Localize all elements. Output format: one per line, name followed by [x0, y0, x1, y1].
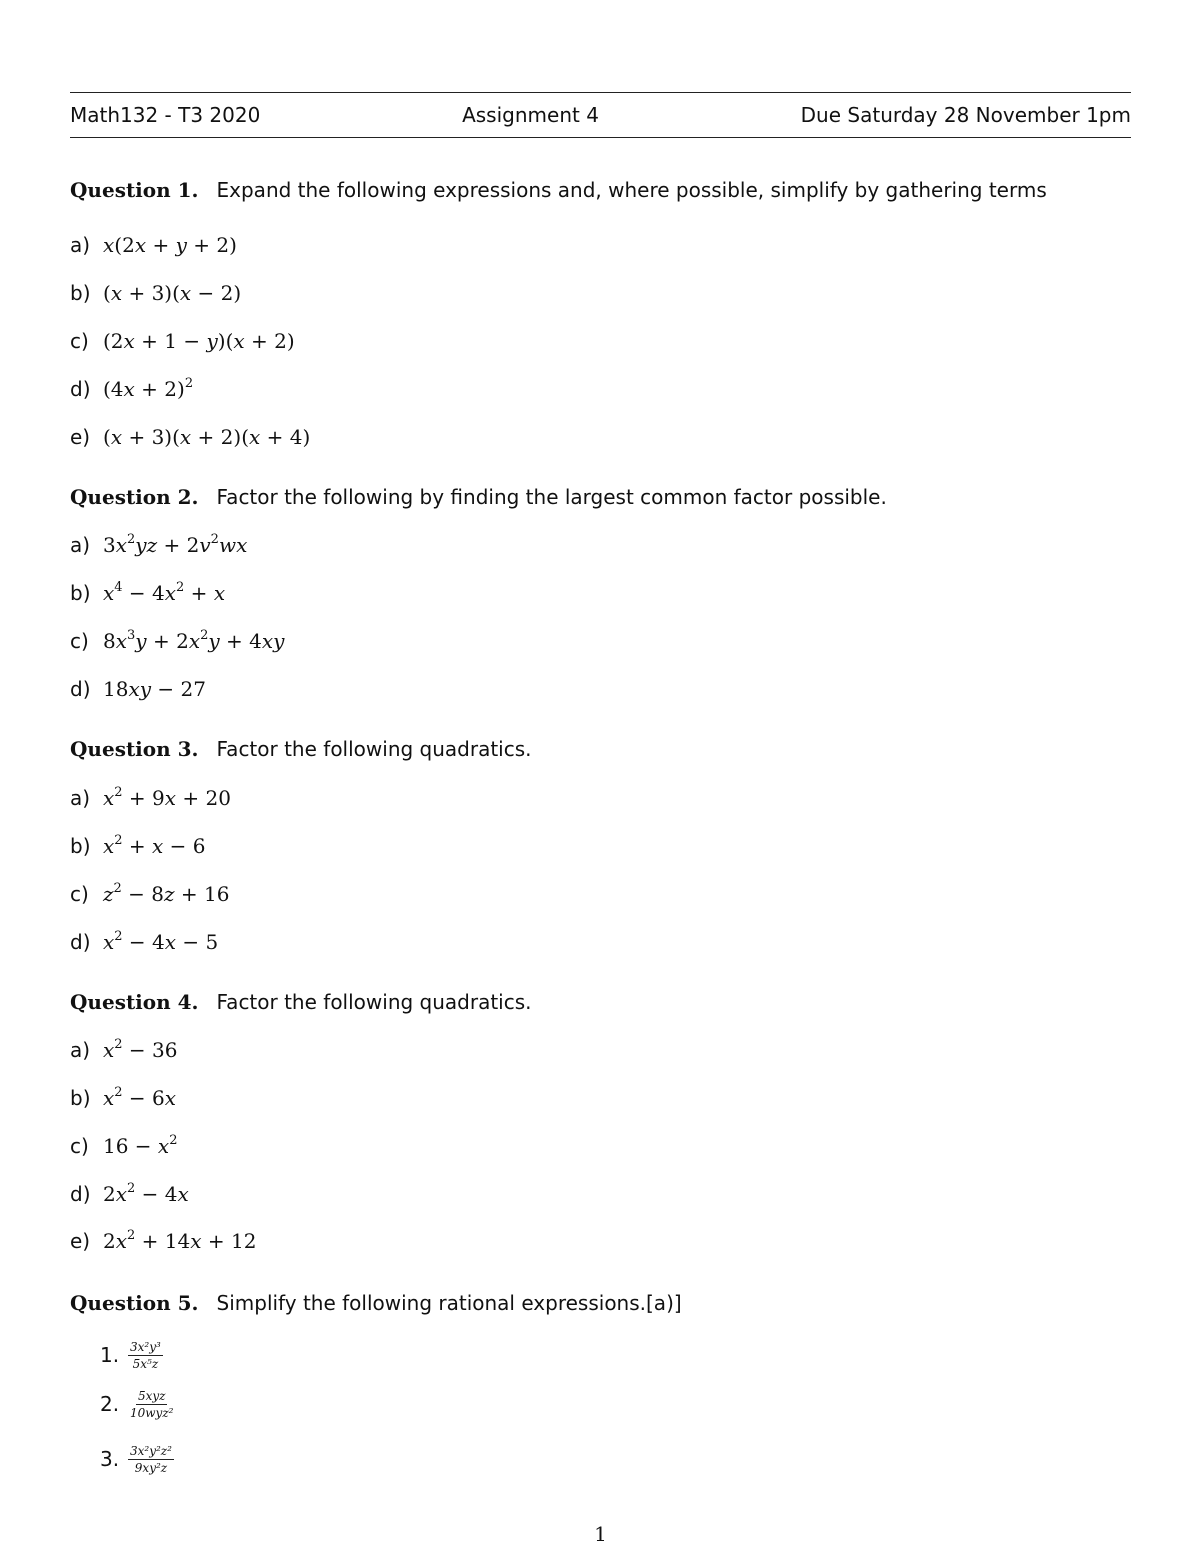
item-expression: $x^2 + x - 6$ [103, 833, 206, 858]
item-expression: (2x + 1 − y)(x + 2) [103, 329, 295, 353]
question-1 [70, 177, 1131, 203]
item-expression: 18xy − 27 [103, 677, 206, 701]
item-letter: d) [70, 677, 91, 701]
document-page [70, 0, 1131, 1553]
question-1-item-c [70, 327, 295, 355]
question-2-item-c [70, 627, 284, 655]
fraction [128, 1444, 174, 1475]
question-5-item-2 [100, 1382, 175, 1426]
question-label: Question 1. [70, 178, 199, 202]
question-2-item-a [70, 531, 247, 559]
item-letter: b) [70, 281, 91, 305]
item-letter: c) [70, 882, 89, 906]
item-expression: (x + 3)(x − 2) [103, 281, 242, 305]
question-heading [70, 736, 1131, 762]
item-expression: $z^2 - 8z + 16$ [103, 881, 230, 906]
item-letter: a) [70, 533, 91, 557]
question-label: Question 5. [70, 1291, 199, 1315]
question-4-item-a [70, 1036, 177, 1064]
item-letter: e) [70, 1229, 91, 1253]
due-date: Due Saturday 28 November 1pm [800, 103, 1131, 127]
fraction-numerator: 3x²y³ [130, 1339, 161, 1354]
header-top-rule [70, 92, 1131, 93]
item-expression: $2x^2 + 14x + 12$ [103, 1228, 257, 1253]
item-expression: $2x^2 - 4x$ [103, 1181, 189, 1206]
item-letter: b) [70, 834, 91, 858]
question-4 [70, 989, 1131, 1015]
item-letter: a) [70, 233, 91, 257]
question-label: Question 3. [70, 737, 199, 761]
header-bottom-rule [70, 137, 1131, 138]
question-heading [70, 484, 1131, 510]
item-letter: a) [70, 786, 91, 810]
question-1-item-a [70, 231, 237, 259]
item-letter: b) [70, 581, 91, 605]
item-expression: (x + 3)(x + 2)(x + 4) [103, 425, 311, 449]
fraction-numerator: 5xyz [137, 1388, 166, 1403]
item-letter: a) [70, 1038, 91, 1062]
question-1-item-e [70, 423, 310, 451]
question-heading [70, 1290, 1131, 1316]
item-expression: $x^2 - 4x - 5$ [103, 929, 219, 954]
question-4-item-c [70, 1132, 177, 1160]
item-expression: $x^4 - 4x^2 + x$ [103, 580, 226, 605]
fraction-denominator: 9xy²z [134, 1460, 168, 1475]
question-label: Question 4. [70, 990, 199, 1014]
question-prompt: Factor the following quadratics. [216, 737, 532, 761]
question-prompt: Expand the following expressions and, where possible, simplify by gathering terms [216, 178, 1047, 202]
question-3-item-c [70, 880, 230, 908]
question-heading [70, 989, 1131, 1015]
fraction-denominator: 5x⁵z [132, 1356, 159, 1371]
question-2 [70, 484, 1131, 510]
item-letter: b) [70, 1086, 91, 1110]
item-letter: d) [70, 930, 91, 954]
item-expression: x(2x + y + 2) [103, 233, 237, 257]
item-letter: c) [70, 1134, 89, 1158]
question-prompt: Simplify the following rational expressions.[a)] [216, 1291, 682, 1315]
question-prompt: Factor the following quadratics. [216, 990, 532, 1014]
question-3-item-a [70, 784, 231, 812]
item-number: 1. [100, 1343, 120, 1367]
item-expression: $x^2 - 6x$ [103, 1085, 177, 1110]
item-letter: d) [70, 1182, 91, 1206]
fraction [128, 1389, 175, 1420]
item-expression: $8x^3y + 2x^2y + 4xy$ [103, 628, 285, 653]
question-5 [70, 1290, 1131, 1316]
question-2-item-b [70, 579, 225, 607]
item-expression: $16 - x^2$ [103, 1133, 178, 1158]
item-letter: c) [70, 329, 89, 353]
question-5-item-1 [100, 1333, 163, 1377]
item-expression: $3x^2yz + 2v^2wx$ [103, 532, 248, 557]
question-4-item-d [70, 1180, 189, 1208]
item-letter: d) [70, 377, 91, 401]
item-expression: $(4x + 2)^2$ [103, 376, 194, 401]
item-expression: $x^2 - 36$ [103, 1037, 178, 1062]
question-3-item-d [70, 928, 218, 956]
question-label: Question 2. [70, 485, 199, 509]
question-1-item-d [70, 375, 193, 403]
question-3-item-b [70, 832, 206, 860]
question-1-item-b [70, 279, 241, 307]
item-number: 3. [100, 1447, 120, 1471]
item-letter: c) [70, 629, 89, 653]
item-expression: $x^2 + 9x + 20$ [103, 785, 231, 810]
course-label: Math132 - T3 2020 [70, 103, 261, 127]
question-heading [70, 177, 1131, 203]
fraction-denominator: 10wyz² [130, 1405, 174, 1420]
page-number: 1 [594, 1522, 607, 1546]
question-3 [70, 736, 1131, 762]
question-prompt: Factor the following by finding the largest common factor possible. [216, 485, 887, 509]
fraction-numerator: 3x²y²z² [130, 1443, 172, 1458]
fraction [128, 1340, 163, 1371]
page-header [70, 100, 1131, 130]
item-number: 2. [100, 1392, 120, 1416]
assignment-title: Assignment 4 [462, 103, 599, 127]
question-4-item-b [70, 1084, 176, 1112]
question-2-item-d [70, 675, 206, 703]
item-letter: e) [70, 425, 91, 449]
question-5-item-3 [100, 1437, 174, 1481]
question-4-item-e [70, 1227, 256, 1255]
